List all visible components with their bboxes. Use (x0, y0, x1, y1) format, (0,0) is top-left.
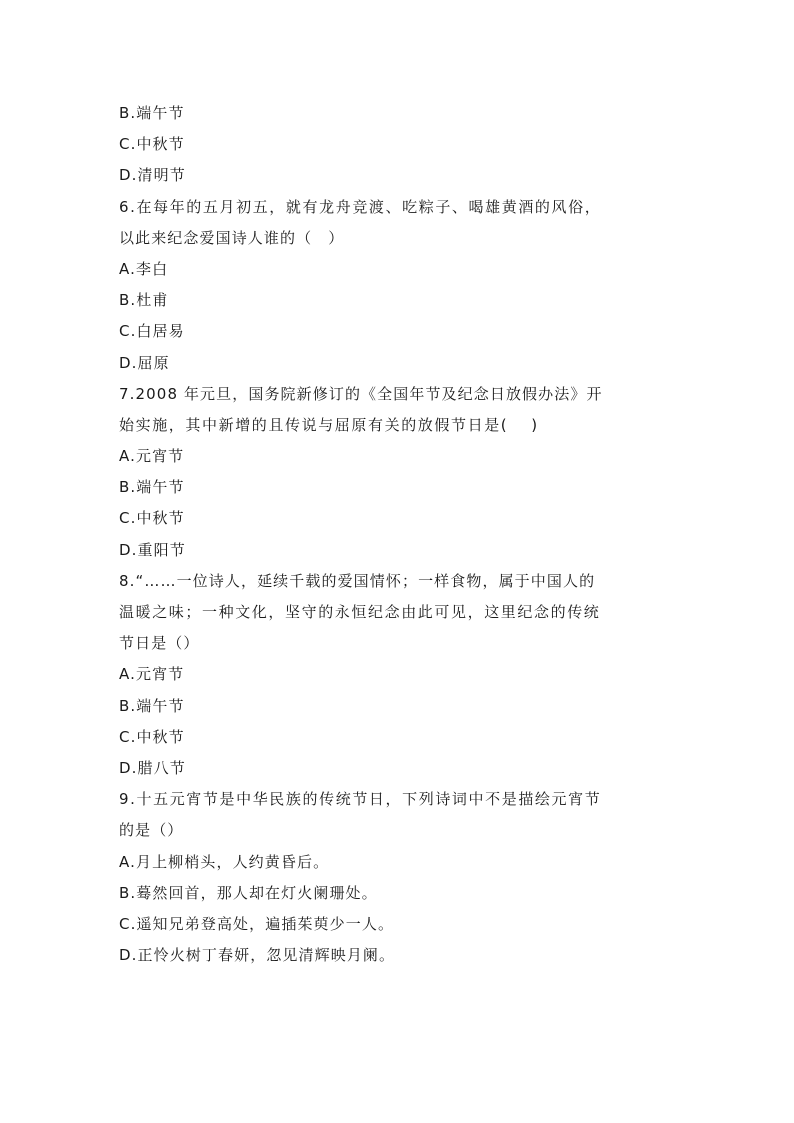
question-8-line-3: 节日是（） (119, 634, 200, 653)
option-b-q5: B.端午节 (119, 104, 185, 122)
option-c-q6: C.白居易 (119, 322, 185, 341)
question-6-line-2: 以此来纪念爱国诗人谁的（ ） (119, 228, 345, 247)
option-b-q6: B.杜甫 (119, 291, 169, 310)
option-d-q5: D.清明节 (119, 166, 186, 185)
option-b-q7: B.端午节 (119, 478, 185, 497)
option-c-q9: C.遥知兄弟登高处，遍插茱萸少一人。 (119, 914, 395, 933)
option-b-q8: B.端午节 (119, 696, 185, 715)
option-c-q8: C.中秋节 (119, 727, 185, 746)
question-7-line-2: 始实施，其中新增的且传说与屈原有关的放假节日是( ) (119, 415, 539, 434)
question-6-line-1: 6.在每年的五月初五，就有龙舟竞渡、吃粽子、喝雄黄酒的风俗， (119, 197, 602, 216)
option-a-q9: A.月上柳梢头，人约黄昏后。 (119, 852, 330, 871)
question-8-line-2: 温暖之味；一种文化，坚守的永恒纪念由此可见，这里纪念的传统 (119, 603, 601, 621)
option-b-q9: B.蓦然回首，那人却在灯火阑珊处。 (119, 883, 378, 902)
question-9-line-2: 的是（） (119, 821, 184, 840)
option-d-q6: D.屈原 (119, 353, 170, 372)
option-a-q6: A.李白 (119, 259, 169, 278)
option-a-q7: A.元宵节 (119, 447, 185, 466)
option-a-q8: A.元宵节 (119, 665, 185, 684)
question-8-line-1: 8.“……一位诗人，延续千载的爱国情怀；一样食物，属于中国人的 (119, 571, 596, 590)
question-7-line-1: 7.2008 年元旦，国务院新修订的《全国年节及纪念日放假办法》开 (119, 384, 603, 403)
option-d-q8: D.腊八节 (119, 758, 186, 777)
option-d-q9: D.正怜火树丁春妍，忽见清辉映月阑。 (119, 946, 396, 965)
option-c-q7: C.中秋节 (119, 509, 185, 528)
document-page (119, 100, 679, 973)
question-9-line-1: 9.十五元宵节是中华民族的传统节日，下列诗词中不是描绘元宵节 (119, 790, 602, 809)
option-d-q7: D.重阳节 (119, 540, 186, 559)
option-c-q5: C.中秋节 (119, 135, 185, 154)
